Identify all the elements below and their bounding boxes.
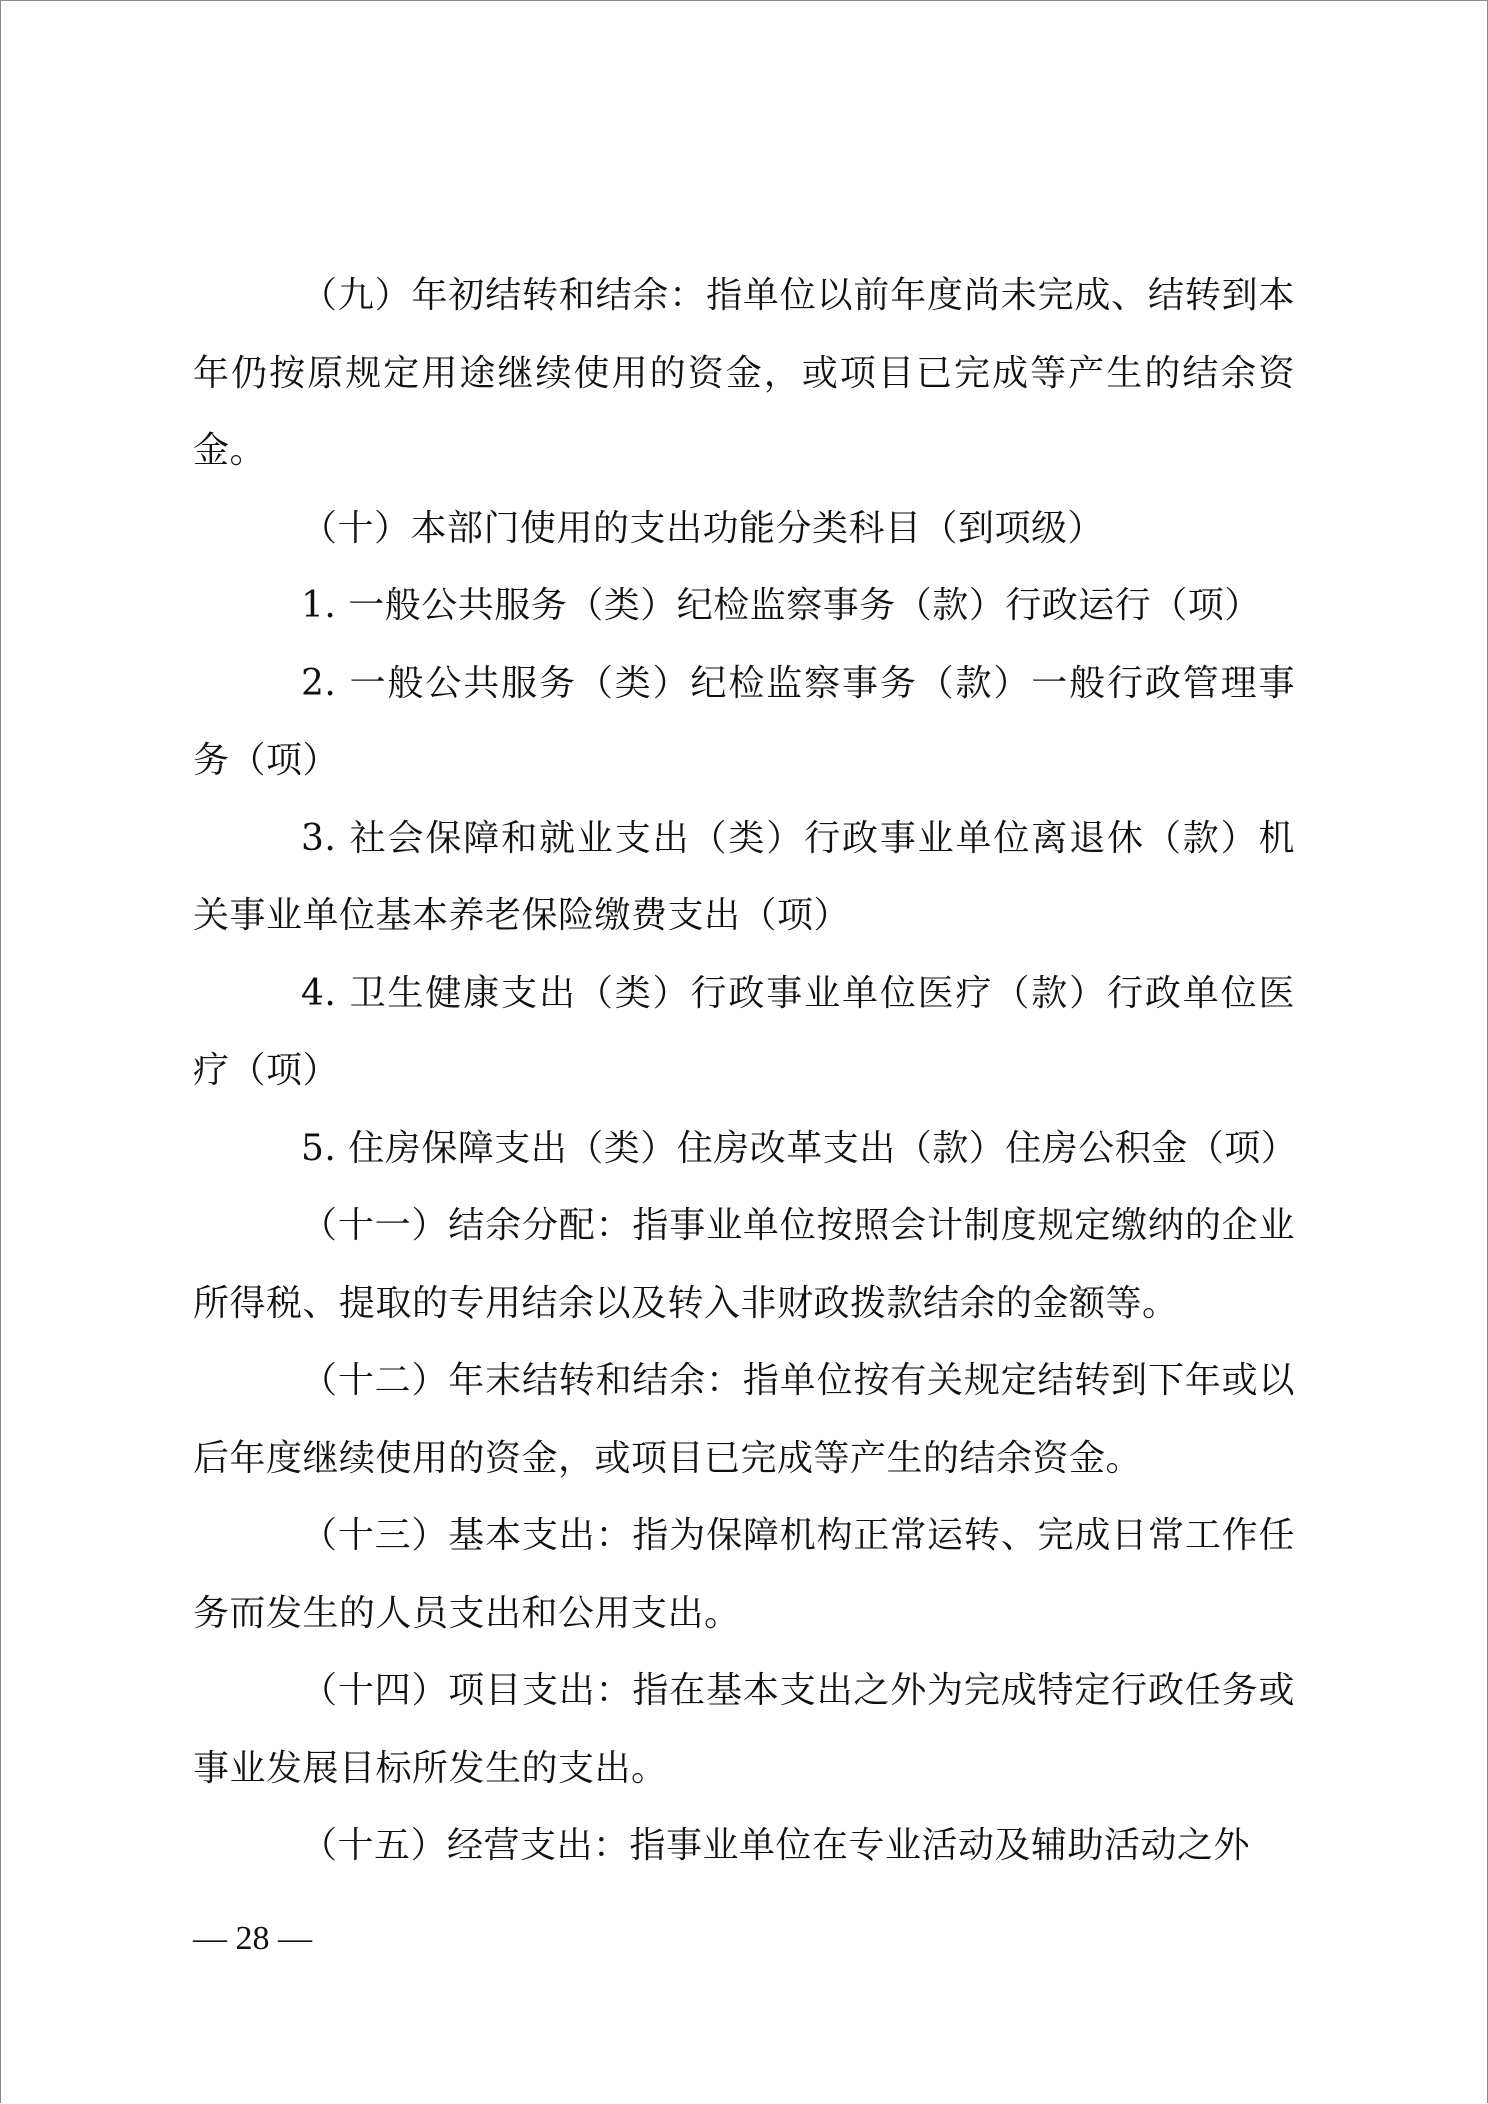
paragraph-surplus-distribution: （十一）结余分配：指事业单位按照会计制度规定缴纳的企业所得税、提取的专用结余以及转入非财政拨款结余的金额等。 (193, 1205, 1295, 1324)
page-number: — 28 — (193, 1920, 312, 1957)
paragraph-operating-expenditure: （十五）经营支出：指事业单位在专业活动及辅助活动之外 (301, 1825, 1251, 1866)
paragraph-functional-classification: （十）本部门使用的支出功能分类科目（到项级） (301, 507, 1105, 549)
list-item-classification-4: 4. 卫生健康支出（类）行政事业单位医疗（款）行政单位医疗（项） (193, 972, 1295, 1091)
document-body (193, 257, 1298, 1885)
list-item-classification-2: 2. 一般公共服务（类）纪检监察事务（款）一般行政管理事务（项） (193, 662, 1295, 781)
paragraph-year-end-carryover: （十二）年末结转和结余：指单位按有关规定结转到下年或以后年度继续使用的资金，或项目已完成等产生的结余资金。 (193, 1360, 1295, 1479)
list-item-classification-3: 3. 社会保障和就业支出（类）行政事业单位离退休（款）机关事业单位基本养老保险缴费支出（项） (193, 817, 1295, 936)
list-item-classification-1: 1. 一般公共服务（类）纪检监察事务（款）行政运行（项） (301, 585, 1261, 626)
paragraph-project-expenditure: （十四）项目支出：指在基本支出之外为完成特定行政任务或事业发展目标所发生的支出。 (193, 1670, 1295, 1789)
paragraph-basic-expenditure: （十三）基本支出：指为保障机构正常运转、完成日常工作任务而发生的人员支出和公用支出。 (193, 1515, 1295, 1634)
list-item-classification-5: 5. 住房保障支出（类）住房改革支出（款）住房公积金（项） (301, 1127, 1298, 1169)
paragraph-carryover-balance: （九）年初结转和结余：指单位以前年度尚未完成、结转到本年仍按原规定用途继续使用的资金，或项目已完成等产生的结余资金。 (193, 275, 1295, 471)
